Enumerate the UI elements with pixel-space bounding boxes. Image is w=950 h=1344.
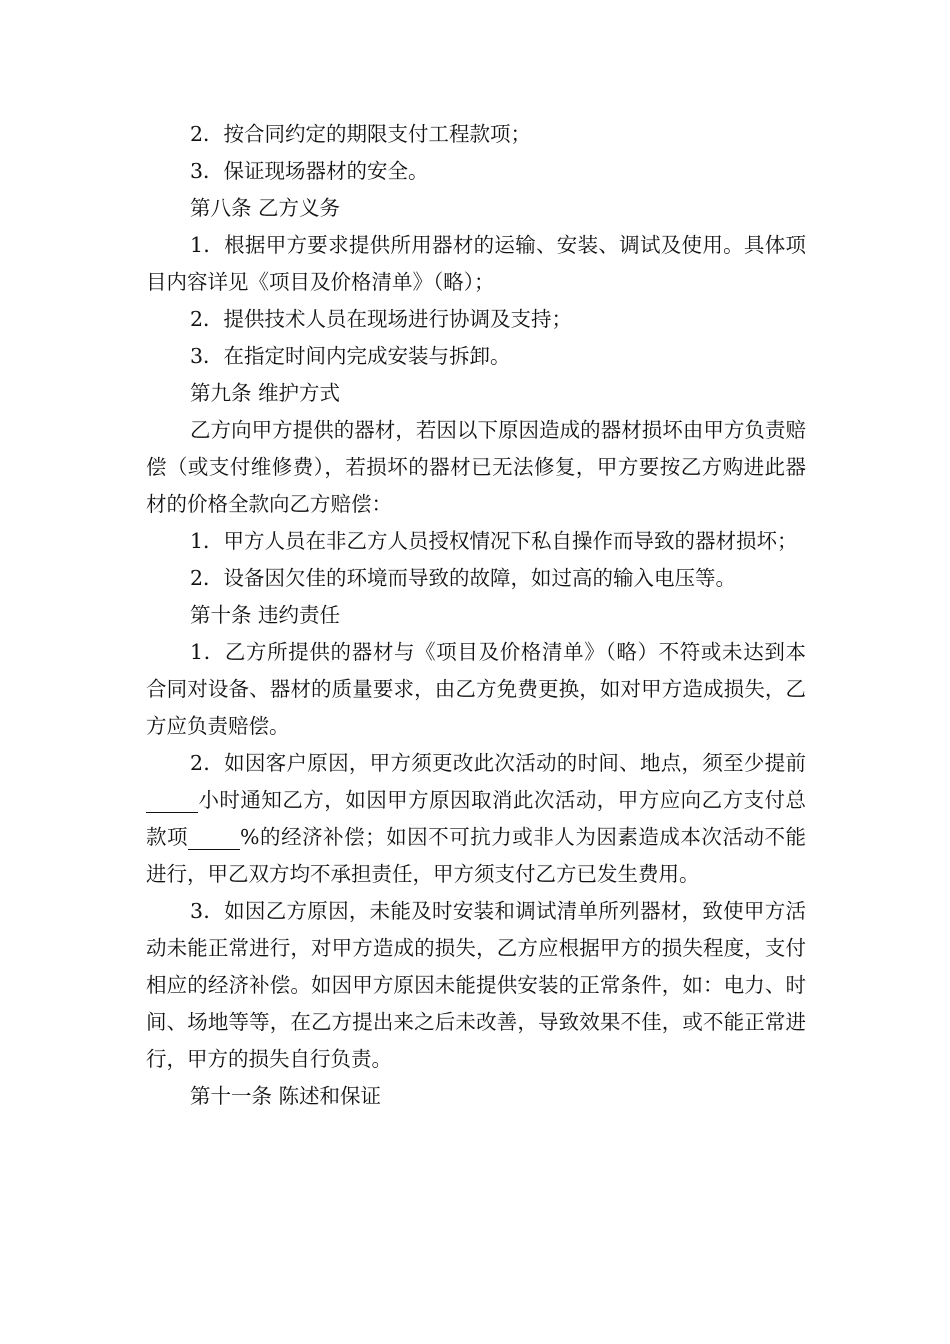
- clause-8-item-3: 3．在指定时间内完成安装与拆卸。: [190, 344, 511, 368]
- clause-7-item-3: 3．保证现场器材的安全。: [190, 159, 429, 183]
- clause-10-item-1: 1．乙方所提供的器材与《项目及价格清单》（略）不符或未达到本合同对设备、器材的质量要求，由乙方免费更换，如对甲方造成损失，乙方应负责赔偿。: [146, 640, 806, 738]
- clause-8-heading: 第八条 乙方义务: [190, 196, 341, 220]
- clause-9-heading: 第九条 维护方式: [190, 381, 341, 405]
- clause-9-item-1: 1．甲方人员在非乙方人员授权情况下私自操作而导致的器材损坏；: [190, 529, 798, 553]
- clause-10-item-2-part-2: 小时通知乙方，如因甲方原因取消此次活动，甲方应向乙方支付总款项: [146, 788, 806, 849]
- clause-8-item-1: 1．根据甲方要求提供所用器材的运输、安装、调试及使用。具体项目内容详见《项目及价格清单》（略）；: [146, 233, 806, 294]
- document-page: [146, 116, 806, 1115]
- clause-9-item-2: 2．设备因欠佳的环境而导致的故障，如过高的输入电压等。: [190, 566, 737, 590]
- clause-7-item-2: 2．按合同约定的期限支付工程款项；: [190, 122, 532, 146]
- clause-10-item-2: [146, 745, 806, 893]
- clause-9-intro: 乙方向甲方提供的器材，若因以下原因造成的器材损坏由甲方负责赔偿（或支付维修费），若损坏的器材已无法修复，甲方要按乙方购进此器材的价格全款向乙方赔偿：: [146, 418, 806, 516]
- percent-blank: [188, 827, 240, 850]
- hours-blank: [146, 790, 198, 813]
- clause-10-item-2-part-1: 2．如因客户原因，甲方须更改此次活动的时间、地点，须至少提前: [190, 751, 806, 775]
- clause-11-heading: 第十一条 陈述和保证: [190, 1084, 382, 1108]
- clause-10-item-3: 3．如因乙方原因，未能及时安装和调试清单所列器材，致使甲方活动未能正常进行，对甲方造成的损失，乙方应根据甲方的损失程度，支付相应的经济补偿。如因甲方原因未能提供安装的正常条件，如：电力、时间、场地等等，在乙方提出来之后未改善，导致效果不佳，或不能正常进行，甲方的损失自行负责。: [146, 899, 806, 1071]
- clause-8-item-2: 2．提供技术人员在现场进行协调及支持；: [190, 307, 573, 331]
- clause-10-item-2-part-3: %的经济补偿；如因不可抗力或非人为因素造成本次活动不能进行，甲乙双方均不承担责任，甲方须支付乙方已发生费用。: [146, 825, 807, 886]
- clause-10-heading: 第十条 违约责任: [190, 603, 341, 627]
